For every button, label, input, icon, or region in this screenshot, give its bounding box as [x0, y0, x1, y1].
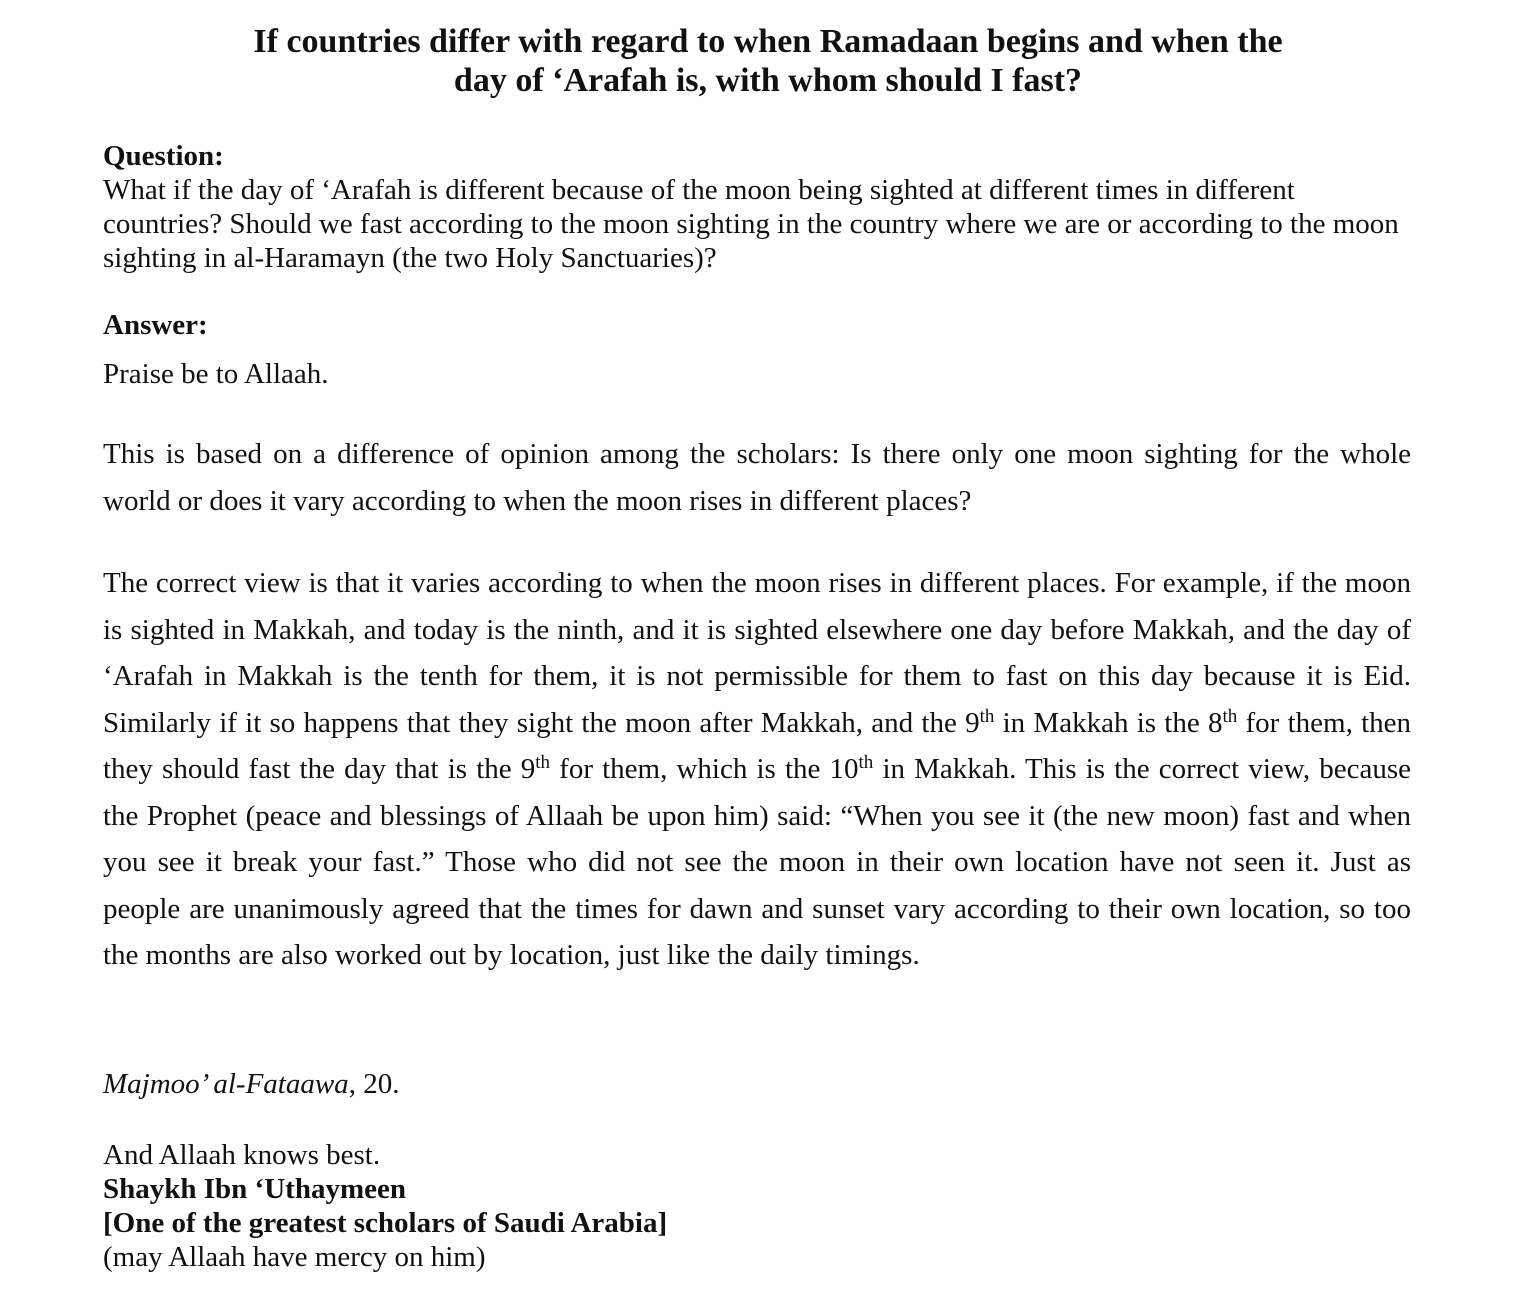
ordinal-suffix-1: th [979, 705, 995, 727]
answer-paragraph-2 [103, 560, 1411, 979]
ordinal-suffix-3: th [535, 752, 551, 773]
paragraph-2-text-3: for them, then they should fast the day that is the [103, 706, 1411, 785]
question-section [103, 139, 1411, 275]
ordinal-number-4: 10 [829, 753, 859, 785]
author-description: [One of the greatest scholars of Saudi Arabia] [103, 1207, 668, 1239]
answer-label: Answer: [103, 309, 208, 341]
source-title: Majmoo’ al-Fataawa [103, 1068, 349, 1100]
closing-section [103, 1138, 1411, 1274]
source-volume: , 20. [348, 1068, 400, 1100]
paragraph-2-text-2: in Makkah is the [994, 706, 1208, 739]
author-name: Shaykh Ibn ‘Uthaymeen [103, 1173, 406, 1205]
source-citation [103, 1064, 1411, 1104]
ordinal-suffix-2: th [1222, 705, 1238, 727]
question-label: Question: [103, 140, 224, 172]
title-line-2: day of ‘Arafah is, with whom should I fast? [453, 62, 1083, 99]
ordinal-suffix-4: th [858, 752, 874, 773]
ordinal-number-3: 9 [520, 753, 536, 785]
mercy-line: (may Allaah have mercy on him) [103, 1241, 486, 1273]
ordinal-number-2: 8 [1207, 706, 1223, 739]
title-line-1: If countries differ with regard to when Ramadaan begins and when the [253, 23, 1283, 60]
ordinal-number-1: 9 [965, 706, 980, 739]
paragraph-2-text-5: in Makkah. This is the correct view, because the Prophet (peace and blessings of Allaah be upon him) said: “When you see it (the new moon) fast and when you see it break your fast.” Those who did not see the moon in their own location have not seen it. Just as people are unanimously agreed that the times for dawn and sunset vary according to their own location, so too the months are also worked out by location, just like the daily timings. [103, 753, 1412, 971]
paragraph-2-text-1: The correct view is that it varies according to when the moon rises in different places. For example, if the moon is sighted in Makkah, and today is the ninth, and it is sighted elsewhere one day before Makkah, and the day of ‘Arafah in Makkah is the tenth for them, it is not permissible for them to fast on this day because it is Eid. Similarly if it so happens that they sight the moon after Makkah, and the [103, 567, 1411, 739]
paragraph-2-text-4: for them, which is the [550, 753, 830, 785]
question-text: What if the day of ‘Arafah is different because of the moon being sighted at different times in different countries? Should we fast according to the moon sighting in the country where we are or according to the moon sighting in al-Haramayn (the two Holy Sanctuaries)? [103, 174, 1399, 274]
page-title [60, 22, 1476, 100]
answer-paragraph-1: This is based on a difference of opinion among the scholars: Is there only one moon sighting for the whole world or does it vary according to when the moon rises in different places? [103, 438, 1411, 517]
knows-best-line: And Allaah knows best. [103, 1139, 381, 1171]
answer-praise: Praise be to Allaah. [103, 358, 329, 390]
